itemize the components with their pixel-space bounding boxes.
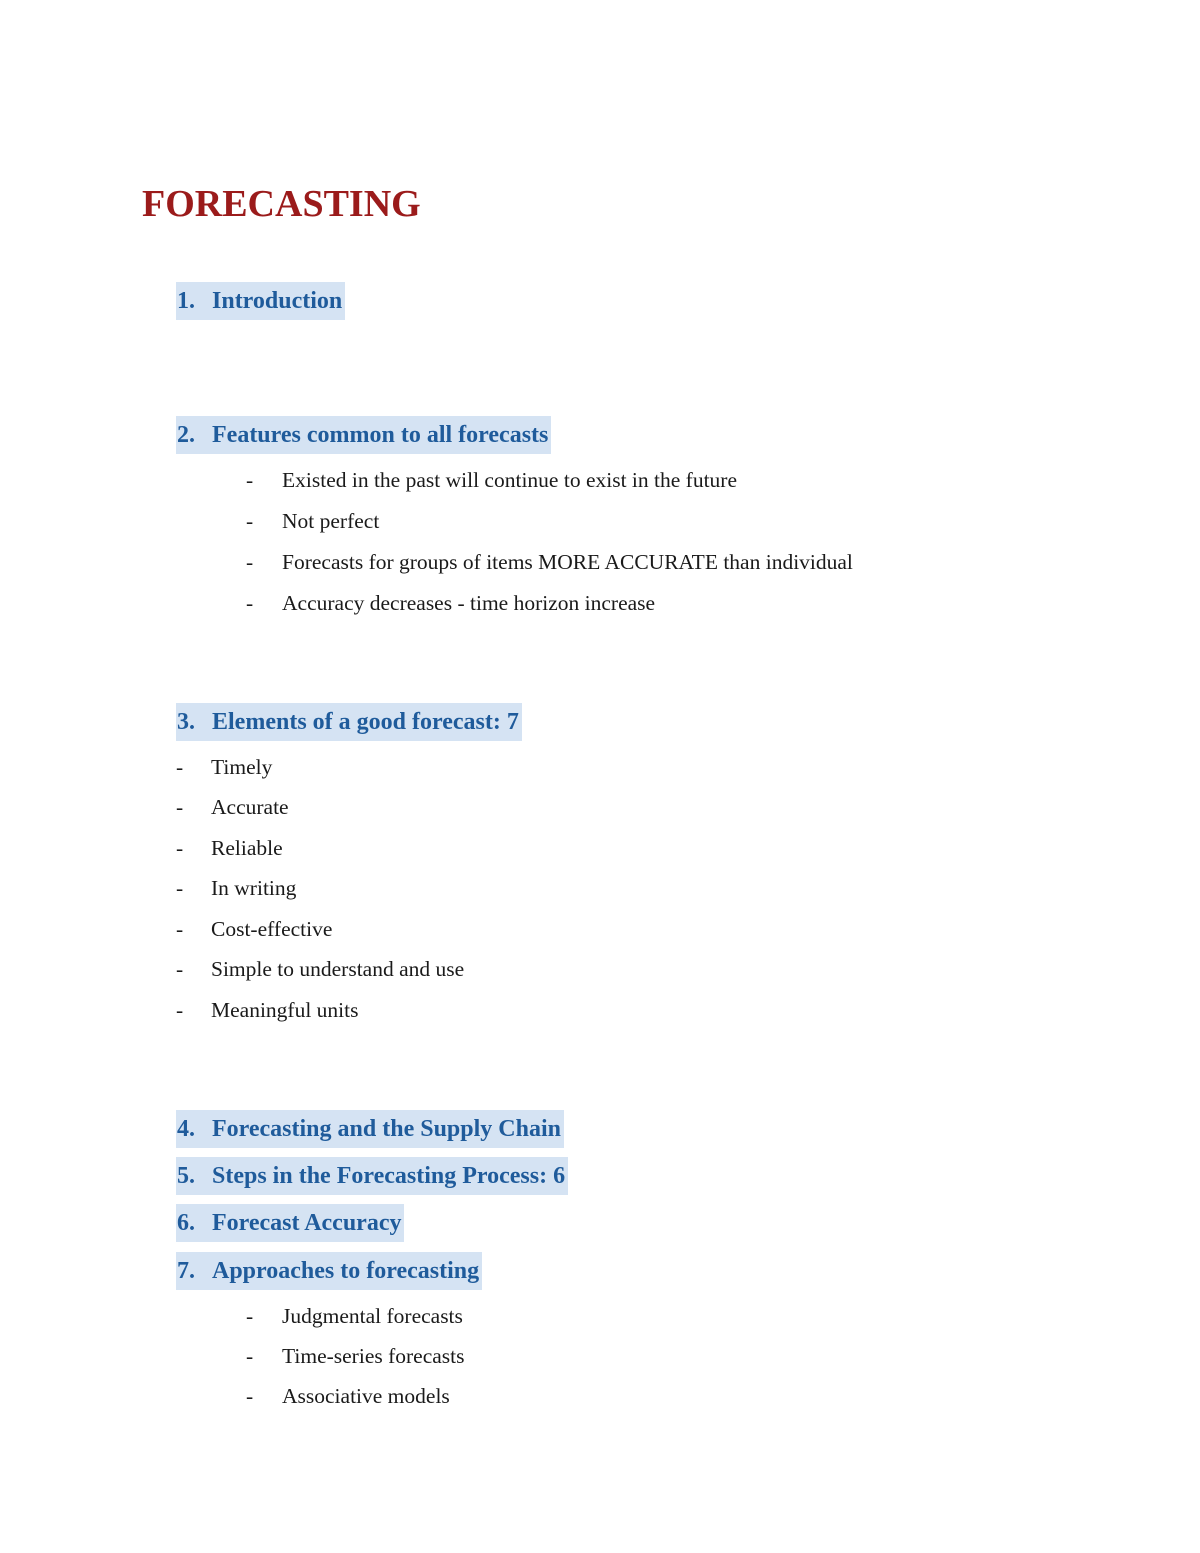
section-title: Features common to all forecasts (212, 422, 549, 448)
list-item (176, 873, 296, 903)
list-item-text: Associative models (282, 1384, 450, 1408)
section-title: Introduction (212, 288, 343, 314)
bullet-dash: - (176, 795, 184, 819)
list-item-text: Forecasts for groups of items MORE ACCURATE than individual (282, 550, 853, 574)
list-item-text: Cost-effective (211, 917, 333, 941)
list-item (176, 954, 464, 984)
list-item (246, 547, 853, 577)
list-item (246, 588, 655, 618)
list-item-text: Reliable (211, 836, 283, 860)
section-title: Elements of a good forecast: 7 (212, 709, 519, 735)
list-item-text: Timely (211, 755, 273, 779)
bullet-dash: - (176, 917, 184, 941)
bullet-dash: - (246, 550, 254, 574)
bullet-dash: - (246, 1384, 254, 1408)
bullet-dash: - (176, 836, 184, 860)
section-heading-accuracy (176, 1204, 404, 1242)
section-number: 7. (177, 1258, 195, 1284)
list-item-text: Meaningful units (211, 998, 359, 1022)
bullet-dash: - (176, 876, 184, 900)
list-item (246, 465, 737, 495)
list-item (176, 995, 359, 1025)
list-item (246, 1341, 465, 1371)
bullet-dash: - (176, 957, 184, 981)
section-number: 4. (177, 1116, 195, 1142)
section-number: 5. (177, 1163, 195, 1189)
list-item-text: Existed in the past will continue to exist in the future (282, 468, 737, 492)
section-number: 6. (177, 1210, 195, 1236)
section-heading-approaches (176, 1252, 482, 1290)
list-item (176, 752, 272, 782)
bullet-dash: - (246, 1304, 254, 1328)
bullet-dash: - (246, 1344, 254, 1368)
bullet-dash: - (246, 591, 254, 615)
document-title: FORECASTING (142, 183, 421, 225)
section-title: Steps in the Forecasting Process: 6 (212, 1163, 566, 1189)
section-title: Forecasting and the Supply Chain (212, 1116, 561, 1142)
list-item-text: Judgmental forecasts (282, 1304, 463, 1328)
list-item (246, 506, 379, 536)
list-item (176, 914, 332, 944)
bullet-dash: - (176, 755, 184, 779)
list-item (246, 1381, 450, 1411)
section-title: Approaches to forecasting (212, 1258, 480, 1284)
list-item (246, 1301, 463, 1331)
section-heading-features (176, 416, 551, 454)
section-heading-steps (176, 1157, 568, 1195)
bullet-dash: - (246, 468, 254, 492)
list-item-text: Accurate (211, 795, 289, 819)
section-number: 2. (177, 422, 195, 448)
list-item-text: Time-series forecasts (282, 1344, 465, 1368)
bullet-dash: - (176, 998, 184, 1022)
section-heading-introduction (176, 282, 345, 320)
section-number: 1. (177, 288, 195, 314)
section-title: Forecast Accuracy (212, 1210, 402, 1236)
list-item-text: Accuracy decreases - time horizon increase (282, 591, 656, 615)
section-heading-elements (176, 703, 522, 741)
bullet-dash: - (246, 509, 254, 533)
list-item-text: Simple to understand and use (211, 957, 465, 981)
list-item-text: Not perfect (282, 509, 380, 533)
list-item-text: In writing (211, 876, 297, 900)
section-heading-supply-chain (176, 1110, 564, 1148)
section-number: 3. (177, 709, 195, 735)
list-item (176, 833, 283, 863)
list-item (176, 792, 289, 822)
